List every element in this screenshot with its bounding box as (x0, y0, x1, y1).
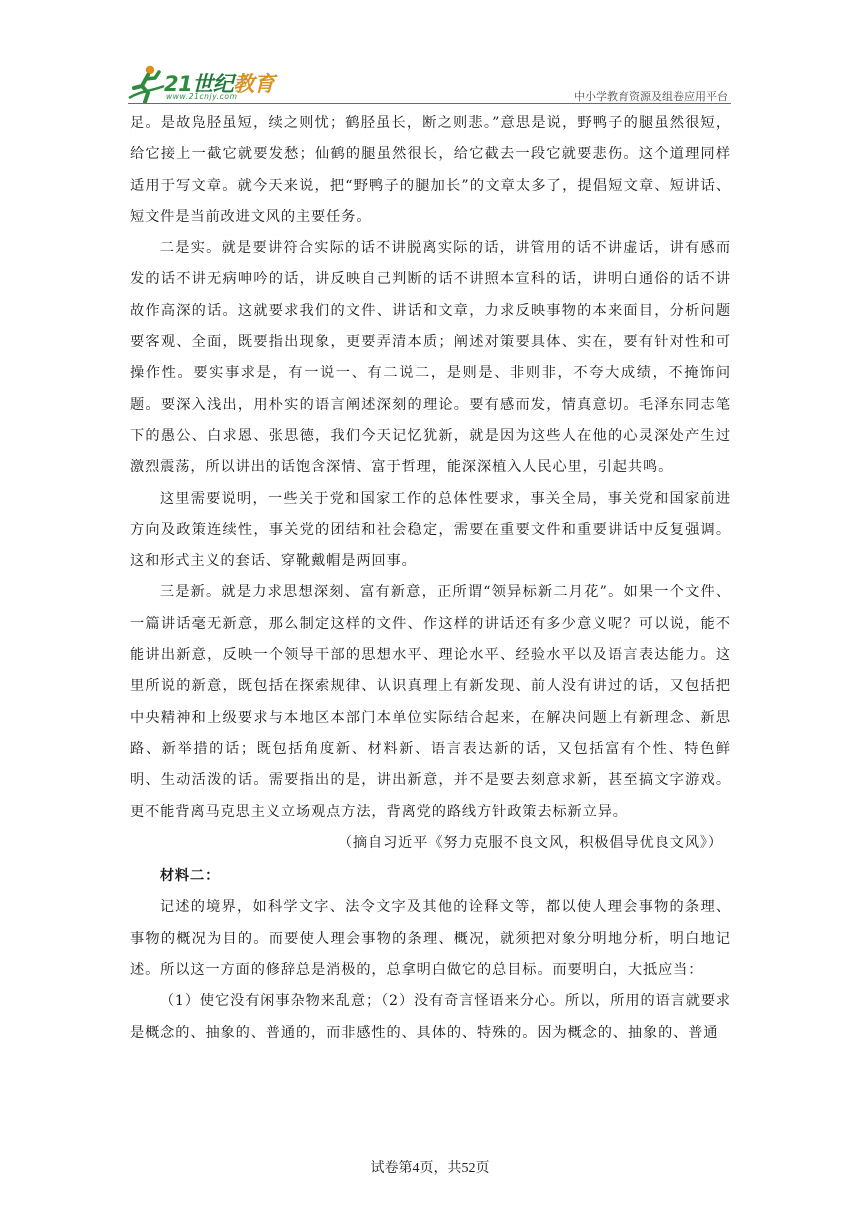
material-two-label: 材料二： (159, 868, 221, 885)
logo-text: 21世纪教育 (164, 72, 275, 96)
page-footer: 试卷第4页，共52页 (370, 1161, 490, 1176)
paragraph-5: 记述的境界，如科学文字、法令文字及其他的诠释文等，都以使人理会事物的条理、事物的概况为目的。而要使人理会事物的条理、概况，就须把对象分明地分析，明白地记述。所以这一方面的修辞总是消极的，总拿明白做它的总目标。而要明白，大抵应当： (130, 899, 731, 979)
citation: （摘自习近平《努力克服不良文风，积极倡导优良文风》） (337, 834, 723, 851)
paragraph-2: 二是实。就是要讲符合实际的话不讲脱离实际的话，讲管用的话不讲虚话，讲有感而发的话不讲无病呻吟的话，讲反映自己判断的话不讲照本宣科的话，讲明白通俗的话不讲故作高深的话。这就要求我们的文件、讲话和文章，力求反映事物的本来面目，分析问题要客观、全面，既要指出现象，更要弄清本质；阐述对策要具体、实在，要有针对性和可操作性。要实事求是，有一说一、有二说二，是则是、非则非，不夸大成绩，不掩饰问题。要深入浅出，用朴实的语言阐述深刻的理论。要有感而发，情真意切。毛泽东同志笔下的愚公、白求恩、张思德，我们今天记忆犹新，就是因为这些人在他的心灵深处产生过激烈震荡，所以讲出的话饱含深情、富于哲理，能深深植入人民心里，引起共鸣。 (130, 240, 731, 476)
document-body (130, 108, 731, 1049)
runner-logo-icon (126, 64, 166, 104)
header-divider (128, 103, 731, 104)
paragraph-1: 足。是故凫胫虽短，续之则忧；鹤胫虽长，断之则悲。”意思是说，野鸭子的腿虽然很短，给它接上一截它就要发愁；仙鹤的腿虽然很长，给它截去一段它就要悲伤。这个道理同样适用于写文章。就今天来说，把“野鸭子的腿加长”的文章太多了，提倡短文章、短讲话、短文件是当前改进文风的主要任务。 (130, 115, 731, 225)
logo (126, 64, 296, 104)
paragraph-6: （1）使它没有闲事杂物来乱意；（2）没有奇言怪语来分心。所以，所用的语言就要求是概念的、抽象的、普通的，而非感性的、具体的、特殊的。因为概念的、抽象的、普通 (130, 993, 731, 1041)
paragraph-3: 这里需要说明，一些关于党和国家工作的总体性要求，事关全局，事关党和国家前进方向及政策连续性，事关党的团结和社会稳定，需要在重要文件和重要讲话中反复强调。这和形式主义的套话、穿靴戴帽是两回事。 (130, 490, 731, 570)
page-header (0, 0, 860, 104)
paragraph-4: 三是新。就是力求思想深刻、富有新意，正所谓“领异标新二月花”。如果一个文件、一篇讲话毫无新意，那么制定这样的文件、作这样的讲话还有多少意义呢？可以说，能不能讲出新意，反映一个领导干部的思想水平、理论水平、经验水平以及语言表达能力。这里所说的新意，既包括在探索规律、认识真理上有新发现、前人没有讲过的话，又包括把中央精神和上级要求与本地区本部门本单位实际结合起来，在解决问题上有新理念、新思路、新举措的话；既包括角度新、材料新、语言表达新的话，又包括富有个性、特色鲜明、生动活泼的话。需要指出的是，讲出新意，并不是要去刻意求新，甚至搞文字游戏。更不能背离马克思主义立场观点方法，背离党的路线方针政策去标新立异。 (130, 584, 731, 820)
logo-url: www.21cnjy.com (166, 92, 238, 101)
platform-name: 中小学教育资源及组卷应用平台 (574, 90, 728, 103)
